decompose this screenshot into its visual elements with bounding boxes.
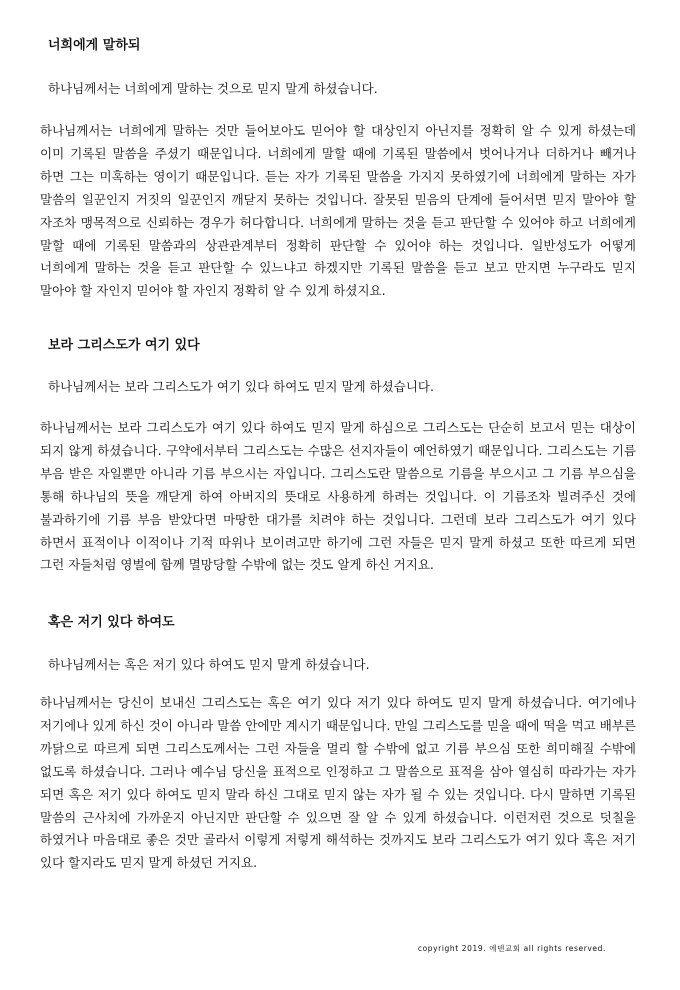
section-lead-3: 하나님께서는 혹은 저기 있다 하여도 믿지 말게 하셨습니다.	[48, 657, 370, 672]
section-body-3: 하나님께서는 당신이 보내신 그리스도는 혹은 여기 있다 저기 있다 하여도 믿지 말게 하셨습니다. 여기에나 저기에나 있게 하신 것이 아니라 말씀 안에만 계시기 때문입니다. 만일 그리스도를 믿을 때에 떡을 먹고 배부른 까닭으로 따르게 되면 그리스도께서는 그런 자들을 멀리 할 수밖에 없고 기름 부으심 또한 희미해질 수밖에 없도록 하셨습니다. 그러나 예수님 당신을 표적으로 인정하고 그 말씀으로 표적을 삼아 열심히 따라가는 자가 되면 혹은 저기 있다 하여도 믿지 말라 하신 그대로 믿지 않는 자가 될 수 있는 것입니다. 다시 말하면 기록된 말씀의 근사치에 가까운지 아닌지만 판단할 수 있으면 잘 알 수 있게 하셨습니다. 이런저런 것으로 덧칠을 하였거나 마음대로 좋은 것만 골라서 이렇게 저렇게 해석하는 것까지도 보라 그리스도가 여기 있다 혹은 저기 있다 할지라도 믿지 말게 하셨던 거지요.	[40, 695, 636, 871]
section-body-1: 하나님께서는 너희에게 말하는 것만 들어보아도 믿어야 할 대상인지 아닌지를 정확히 알 수 있게 하셨는데 이미 기록된 말씀을 주셨기 때문입니다. 너희에게 말할 때에 기록된 말씀에서 벗어나거나 더하거나 빼거나 하면 그는 미혹하는 영이기 때문입니다. 듣는 자가 기록된 말씀을 가지지 못하였기에 너희에게 말하는 자가 말씀의 일꾼인지 거짓의 일꾼인지 깨닫지 못하는 것입니다. 잘못된 믿음의 단계에 들어서면 믿지 말아야 할 자조차 맹목적으로 신뢰하는 경우가 허다합니다. 너희에게 말하는 것을 듣고 판단할 수 있어야 하고 너희에게 말할 때에 기록된 말씀과의 상관관계부터 정확히 판단할 수 있어야 하는 것입니다. 일반성도가 어떻게 너희에게 말하는 것을 듣고 판단할 수 있느냐고 하겠지만 기록된 말씀을 듣고 보고 만지면 누구라도 믿지 말아야 할 자인지 믿어야 할 자인지 정확히 알 수 있게 하셨지요.	[40, 123, 636, 299]
section-lead-1: 하나님께서는 너희에게 말하는 것으로 믿지 말게 하셨습니다.	[48, 81, 378, 96]
section-body-2: 하나님께서는 보라 그리스도가 여기 있다 하여도 믿지 말게 하심으로 그리스도는 단순히 보고서 믿는 대상이 되지 않게 하셨습니다. 구약에서부터 그리스도는 수많은 선지자들이 예언하였기 때문입니다. 그리스도는 기름 부음 받은 자일뿐만 아니라 기름 부으시는 자입니다. 그리스도란 말씀으로 기름을 부으시고 그 기름 부으심을 통해 하나님의 뜻을 깨닫게 하여 아버지의 뜻대로 사용하게 하려는 것입니다. 이 기름조차 빌려주신 것에 불과하기에 기름 부음 받았다면 마땅한 대가를 치려야 하는 것입니다. 그런데 보라 그리스도가 여기 있다 하면서 표적이나 이적이나 기적 따위나 보이려고만 하기에 그런 자들은 믿지 말게 하셨고 또한 따르게 되면 그런 자들처럼 영벌에 함께 멸망당할 수밖에 없는 것도 알게 하신 거지요.	[40, 420, 636, 573]
copyright-footer: copyright 2019. 에덴교회 all rights reserved.	[417, 944, 606, 953]
section-lead-2: 하나님께서는 보라 그리스도가 여기 있다 하여도 믿지 말게 하셨습니다.	[48, 379, 434, 394]
section-heading-2: 보라 그리스도가 여기 있다	[48, 338, 200, 353]
section-heading-3: 혹은 저기 있다 하여도	[48, 615, 175, 630]
section-heading-1: 너희에게 말하되	[48, 38, 141, 53]
